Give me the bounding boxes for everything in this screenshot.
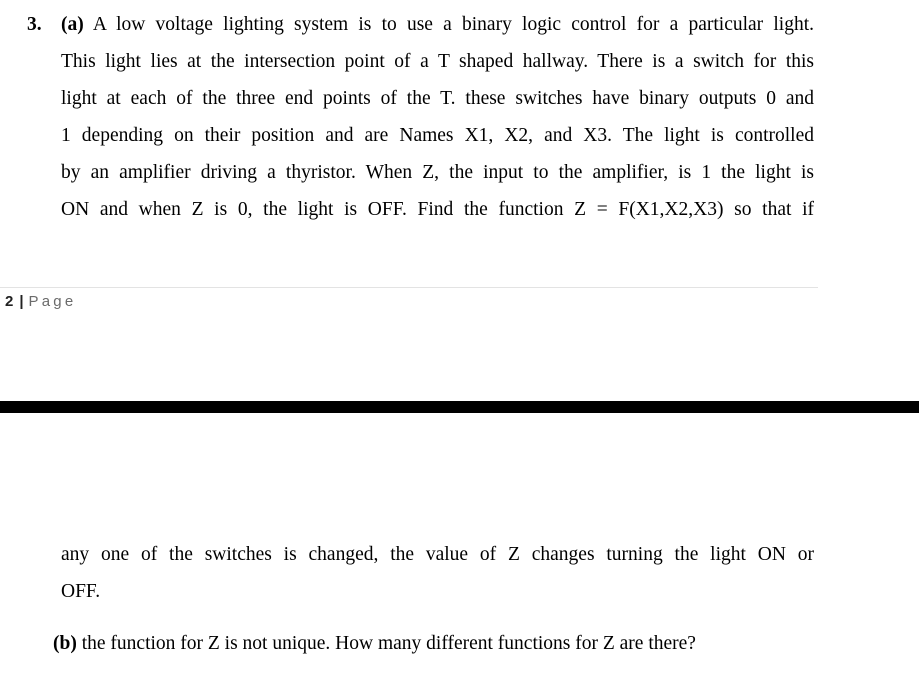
page-break-bar xyxy=(0,401,919,413)
question-number: 3. xyxy=(27,14,42,35)
part-a-continued-line-1: any one of the switches is changed, the value of Z changes turning the light ON or xyxy=(61,544,814,565)
part-b xyxy=(53,630,696,658)
part-a-line-1-text: A low voltage lighting system is to use a binary logic control for a particular light. xyxy=(92,14,814,35)
part-a-line-6: ON and when Z is 0, the light is OFF. Find the function Z = F(X1,X2,X3) so that if xyxy=(61,199,814,220)
part-a-line-5: by an amplifier driving a thyristor. When Z, the input to the amplifier, is 1 the light is xyxy=(61,162,814,183)
footer-separator: | xyxy=(19,293,24,310)
footer-divider xyxy=(0,287,818,288)
part-a-line-2: This light lies at the intersection point of a T shaped hallway. There is a switch for this xyxy=(61,51,814,72)
part-b-label: (b) xyxy=(53,633,77,654)
footer-page-number: 2 xyxy=(5,293,14,310)
part-a-line-3: light at each of the three end points of the T. these switches have binary outputs 0 and xyxy=(61,88,814,109)
footer-page-word: Page xyxy=(28,293,77,310)
part-a-line-1 xyxy=(61,11,814,39)
page-footer xyxy=(5,291,76,313)
part-a-line-4: 1 depending on their position and are Names X1, X2, and X3. The light is controlled xyxy=(61,125,814,146)
part-a-label: (a) xyxy=(61,14,84,35)
part-a-continued-line-2: OFF. xyxy=(61,581,101,602)
part-b-text: the function for Z is not unique. How many different functions for Z are there? xyxy=(81,633,696,654)
